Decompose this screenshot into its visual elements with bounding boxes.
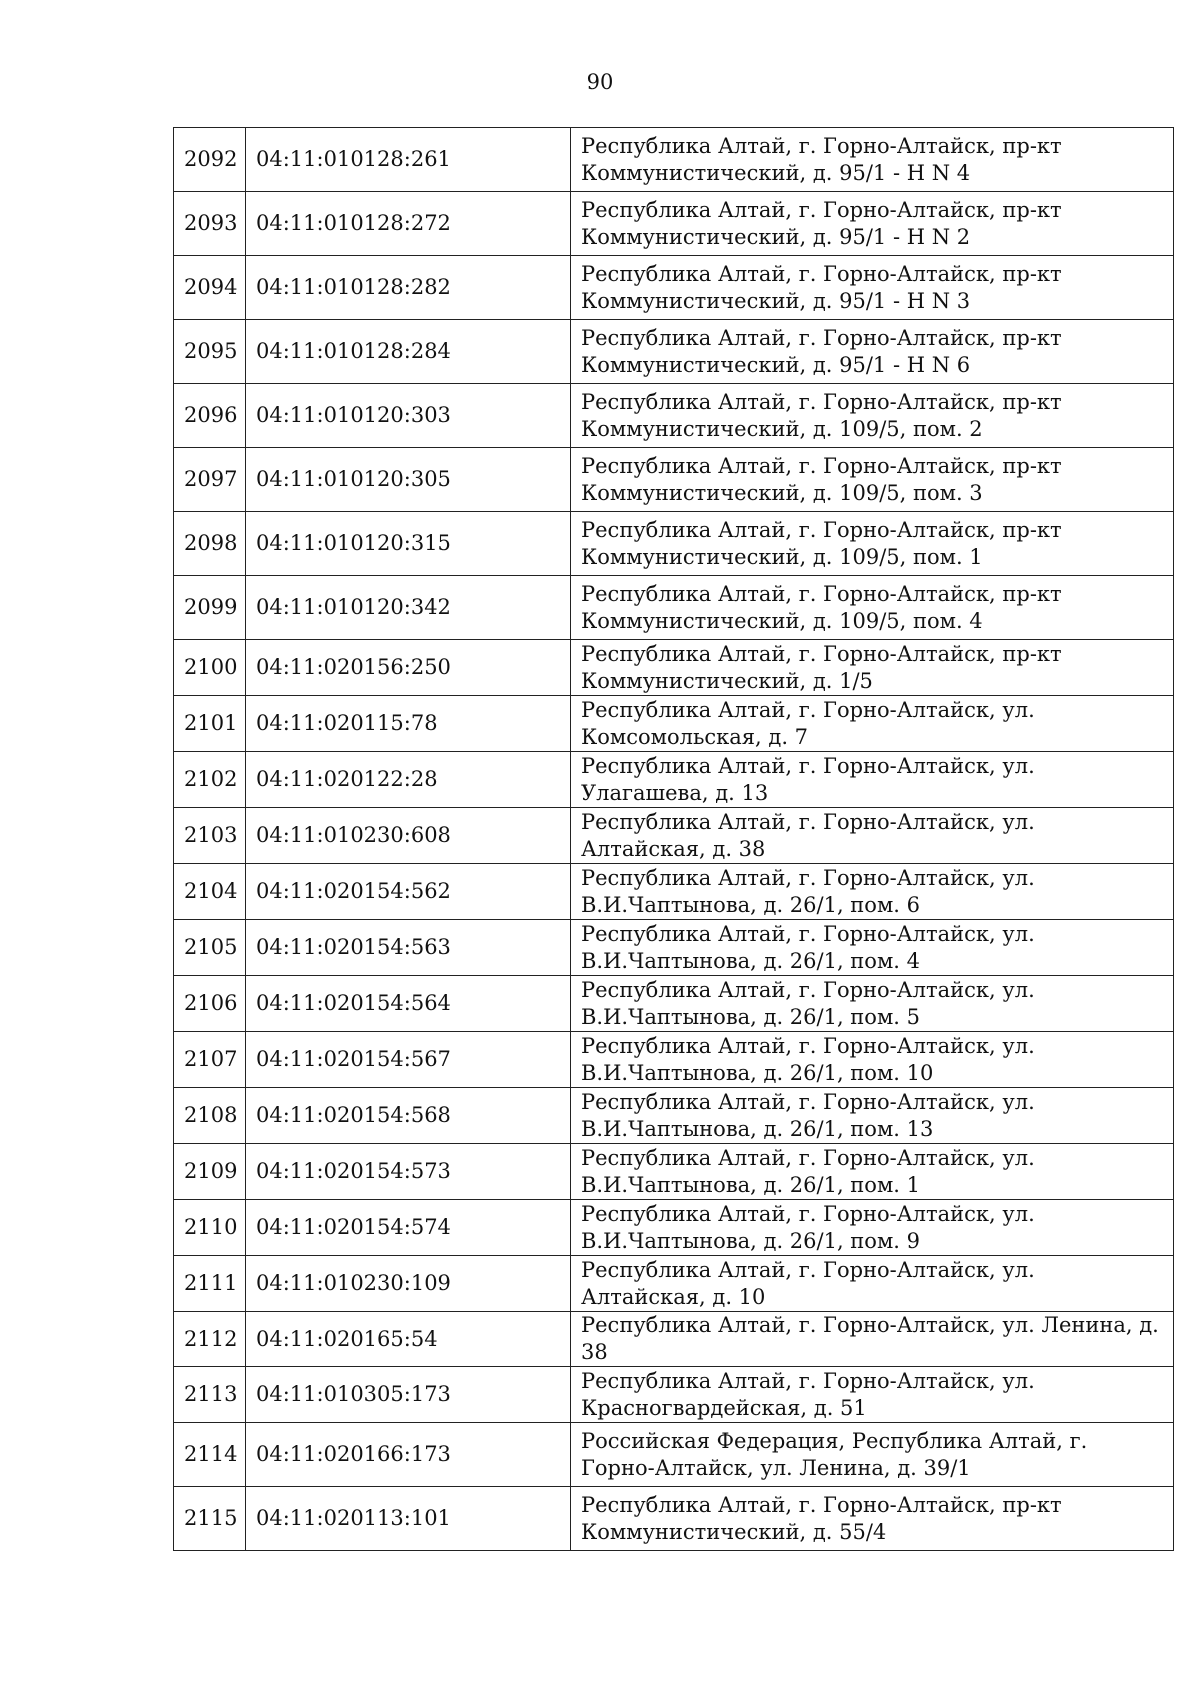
cadastral-number-cell: 04:11:010120:303: [246, 384, 571, 448]
table-row: [174, 448, 1174, 512]
address-cell: Республика Алтай, г. Горно-Алтайск, пр-кт Коммунистический, д. 109/5, пом. 4: [571, 576, 1174, 640]
address-cell: Республика Алтай, г. Горно-Алтайск, пр-кт Коммунистический, д. 1/5: [571, 640, 1174, 696]
table-row: [174, 1144, 1174, 1200]
cadastral-number-cell: 04:11:020154:562: [246, 864, 571, 920]
row-number-cell: 2100: [174, 640, 246, 696]
row-number-cell: 2099: [174, 576, 246, 640]
cadastral-number-cell: 04:11:020154:573: [246, 1144, 571, 1200]
address-cell: Республика Алтай, г. Горно-Алтайск, ул. Красногвардейская, д. 51: [571, 1367, 1174, 1423]
cadastral-number-cell: 04:11:020165:54: [246, 1312, 571, 1367]
cadastral-number-cell: 04:11:020154:568: [246, 1088, 571, 1144]
address-cell: Республика Алтай, г. Горно-Алтайск, пр-кт Коммунистический, д. 55/4: [571, 1487, 1174, 1551]
row-number-cell: 2110: [174, 1200, 246, 1256]
address-cell: Республика Алтай, г. Горно-Алтайск, ул. Комсомольская, д. 7: [571, 696, 1174, 752]
cadastral-number-cell: 04:11:010128:261: [246, 128, 571, 192]
row-number-cell: 2094: [174, 256, 246, 320]
table-row: [174, 1256, 1174, 1312]
row-number-cell: 2111: [174, 1256, 246, 1312]
cadastral-number-cell: 04:11:010120:305: [246, 448, 571, 512]
address-cell: Республика Алтай, г. Горно-Алтайск, пр-кт Коммунистический, д. 95/1 - Н N 4: [571, 128, 1174, 192]
row-number-cell: 2103: [174, 808, 246, 864]
cadastral-number-cell: 04:11:020115:78: [246, 696, 571, 752]
table-row: [174, 256, 1174, 320]
row-number-cell: 2093: [174, 192, 246, 256]
row-number-cell: 2098: [174, 512, 246, 576]
table-row: [174, 976, 1174, 1032]
cadastral-number-cell: 04:11:010230:109: [246, 1256, 571, 1312]
row-number-cell: 2097: [174, 448, 246, 512]
address-cell: Республика Алтай, г. Горно-Алтайск, ул. В.И.Чаптынова, д. 26/1, пом. 13: [571, 1088, 1174, 1144]
cadastral-number-cell: 04:11:010128:282: [246, 256, 571, 320]
row-number-cell: 2096: [174, 384, 246, 448]
table-row: [174, 576, 1174, 640]
cadastral-number-cell: 04:11:020113:101: [246, 1487, 571, 1551]
address-cell: Республика Алтай, г. Горно-Алтайск, ул. В.И.Чаптынова, д. 26/1, пом. 1: [571, 1144, 1174, 1200]
row-number-cell: 2092: [174, 128, 246, 192]
table-row: [174, 128, 1174, 192]
cadastral-number-cell: 04:11:010230:608: [246, 808, 571, 864]
row-number-cell: 2113: [174, 1367, 246, 1423]
address-cell: Республика Алтай, г. Горно-Алтайск, ул. Ленина, д. 38: [571, 1312, 1174, 1367]
table-row: [174, 696, 1174, 752]
address-cell: Республика Алтай, г. Горно-Алтайск, ул. Алтайская, д. 38: [571, 808, 1174, 864]
table-row: [174, 640, 1174, 696]
address-cell: Республика Алтай, г. Горно-Алтайск, ул. Улагашева, д. 13: [571, 752, 1174, 808]
row-number-cell: 2106: [174, 976, 246, 1032]
address-cell: Республика Алтай, г. Горно-Алтайск, пр-кт Коммунистический, д. 95/1 - Н N 6: [571, 320, 1174, 384]
row-number-cell: 2112: [174, 1312, 246, 1367]
row-number-cell: 2114: [174, 1423, 246, 1487]
table-row: [174, 1312, 1174, 1367]
cadastral-number-cell: 04:11:020122:28: [246, 752, 571, 808]
address-cell: Республика Алтай, г. Горно-Алтайск, ул. Алтайская, д. 10: [571, 1256, 1174, 1312]
table-row: [174, 1088, 1174, 1144]
address-cell: Республика Алтай, г. Горно-Алтайск, ул. В.И.Чаптынова, д. 26/1, пом. 10: [571, 1032, 1174, 1088]
address-cell: Российская Федерация, Республика Алтай, г. Горно-Алтайск, ул. Ленина, д. 39/1: [571, 1423, 1174, 1487]
table-row: [174, 1032, 1174, 1088]
cadastral-number-cell: 04:11:010120:342: [246, 576, 571, 640]
row-number-cell: 2105: [174, 920, 246, 976]
table-row: [174, 384, 1174, 448]
table-row: [174, 808, 1174, 864]
row-number-cell: 2115: [174, 1487, 246, 1551]
table-row: [174, 1367, 1174, 1423]
table-row: [174, 1487, 1174, 1551]
address-cell: Республика Алтай, г. Горно-Алтайск, ул. В.И.Чаптынова, д. 26/1, пом. 5: [571, 976, 1174, 1032]
registry-table-body: [174, 128, 1174, 1551]
cadastral-number-cell: 04:11:010128:272: [246, 192, 571, 256]
row-number-cell: 2102: [174, 752, 246, 808]
cadastral-number-cell: 04:11:010120:315: [246, 512, 571, 576]
cadastral-number-cell: 04:11:020154:564: [246, 976, 571, 1032]
cadastral-number-cell: 04:11:020166:173: [246, 1423, 571, 1487]
row-number-cell: 2107: [174, 1032, 246, 1088]
row-number-cell: 2101: [174, 696, 246, 752]
table-row: [174, 512, 1174, 576]
page-number: 90: [586, 70, 614, 94]
table-row: [174, 320, 1174, 384]
address-cell: Республика Алтай, г. Горно-Алтайск, пр-кт Коммунистический, д. 109/5, пом. 1: [571, 512, 1174, 576]
table-row: [174, 192, 1174, 256]
cadastral-number-cell: 04:11:020154:567: [246, 1032, 571, 1088]
address-cell: Республика Алтай, г. Горно-Алтайск, ул. В.И.Чаптынова, д. 26/1, пом. 6: [571, 864, 1174, 920]
address-cell: Республика Алтай, г. Горно-Алтайск, пр-кт Коммунистический, д. 109/5, пом. 3: [571, 448, 1174, 512]
cadastral-number-cell: 04:11:020156:250: [246, 640, 571, 696]
table-row: [174, 920, 1174, 976]
table-row: [174, 1423, 1174, 1487]
table-row: [174, 864, 1174, 920]
address-cell: Республика Алтай, г. Горно-Алтайск, пр-кт Коммунистический, д. 95/1 - Н N 2: [571, 192, 1174, 256]
cadastral-number-cell: 04:11:010128:284: [246, 320, 571, 384]
row-number-cell: 2109: [174, 1144, 246, 1200]
address-cell: Республика Алтай, г. Горно-Алтайск, пр-кт Коммунистический, д. 109/5, пом. 2: [571, 384, 1174, 448]
property-registry-table: [173, 127, 1174, 1551]
row-number-cell: 2104: [174, 864, 246, 920]
row-number-cell: 2095: [174, 320, 246, 384]
table-row: [174, 752, 1174, 808]
address-cell: Республика Алтай, г. Горно-Алтайск, пр-кт Коммунистический, д. 95/1 - Н N 3: [571, 256, 1174, 320]
row-number-cell: 2108: [174, 1088, 246, 1144]
address-cell: Республика Алтай, г. Горно-Алтайск, ул. В.И.Чаптынова, д. 26/1, пом. 4: [571, 920, 1174, 976]
table-row: [174, 1200, 1174, 1256]
address-cell: Республика Алтай, г. Горно-Алтайск, ул. В.И.Чаптынова, д. 26/1, пом. 9: [571, 1200, 1174, 1256]
cadastral-number-cell: 04:11:020154:563: [246, 920, 571, 976]
cadastral-number-cell: 04:11:020154:574: [246, 1200, 571, 1256]
cadastral-number-cell: 04:11:010305:173: [246, 1367, 571, 1423]
